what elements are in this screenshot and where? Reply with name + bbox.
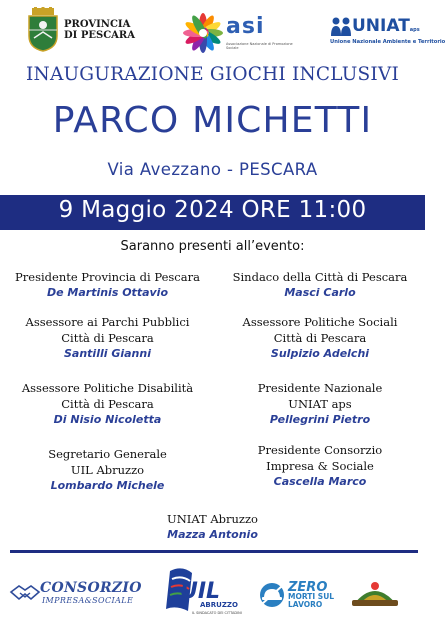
uil-logo <box>162 565 242 621</box>
uil-region: ABRUZZO <box>200 601 238 609</box>
person-entry <box>215 442 425 490</box>
footer-divider <box>10 550 418 553</box>
zero-hard-hat-icon <box>258 582 286 612</box>
place-title: PARCO MICHETTI <box>52 100 373 141</box>
person-role: UNIAT Abruzzo <box>167 512 258 526</box>
consorzio-wordmark: CONSORZIO <box>40 580 142 596</box>
person-name: Sulpizio Adelchi <box>270 347 370 360</box>
person-role: Segretario Generale <box>48 447 167 461</box>
uil-tagline: IL SINDACATO DEI CITTADINI <box>192 611 242 615</box>
person-name: Cascella Marco <box>273 475 367 488</box>
person-role: Presidente Provincia di Pescara <box>15 270 200 284</box>
person-entry <box>0 269 215 301</box>
uniat-subtitle: Unione Nazionale Ambiente e Territorio <box>330 39 445 45</box>
person-name: Mazza Antonio <box>167 528 258 541</box>
person-entry <box>0 380 215 428</box>
event-title: INAUGURAZIONE GIOCHI INCLUSIVI <box>26 64 399 85</box>
asi-logo <box>182 12 293 54</box>
person-role: UNIAT aps <box>288 397 352 411</box>
present-intro: Saranno presenti all’evento: <box>120 239 305 254</box>
person-role: Città di Pescara <box>61 331 154 345</box>
uniat-logo <box>330 16 445 52</box>
person-name: Masci Carlo <box>284 286 356 299</box>
person-role: Impresa & Sociale <box>266 459 374 473</box>
impresa-sociale-icon <box>350 574 400 610</box>
person-name: De Martinis Ottavio <box>46 286 168 299</box>
person-entry <box>0 446 215 494</box>
asi-flower-icon <box>182 12 224 54</box>
uil-wordmark: UIL <box>180 579 221 604</box>
person-name: Santilli Gianni <box>63 347 151 360</box>
address: Via Avezzano - PESCARA <box>107 160 318 179</box>
person-name: Di Nisio Nicoletta <box>53 413 162 426</box>
person-entry <box>215 380 425 428</box>
person-role: Città di Pescara <box>61 397 154 411</box>
person-entry <box>0 511 425 543</box>
provincia-label: PROVINCIA DI PESCARA <box>64 19 135 41</box>
person-role: UIL Abruzzo <box>70 463 145 477</box>
consorzio-handshake-icon <box>10 582 40 606</box>
person-role: Assessore Politiche Sociali <box>242 315 398 329</box>
asi-tagline: Associazione Nazionale di Promozione Sociale <box>226 42 293 50</box>
person-entry <box>215 269 425 301</box>
person-entry <box>215 314 425 362</box>
zero-wordmark: ZERO <box>288 580 328 595</box>
person-role: Sindaco della Città di Pescara <box>232 270 408 284</box>
person-role: Presidente Nazionale <box>257 381 383 395</box>
provincia-crest-icon <box>26 8 60 52</box>
person-role: Presidente Consorzio <box>257 443 383 457</box>
person-name: Pellegrini Pietro <box>269 413 371 426</box>
person-role: Assessore Politiche Disabilità <box>21 381 194 395</box>
asi-wordmark: asi <box>226 14 265 39</box>
consorzio-logo <box>10 578 170 610</box>
person-entry <box>0 314 215 362</box>
person-role: Città di Pescara <box>273 331 367 345</box>
event-date: 9 Maggio 2024 ORE 11:00 <box>58 197 367 223</box>
zero-subtitle: MORTI SUL LAVORO <box>288 592 335 609</box>
person-role: Assessore ai Parchi Pubblici <box>25 315 190 329</box>
zero-morti-logo <box>258 580 338 612</box>
person-name: Lombardo Michele <box>50 479 165 492</box>
consorzio-subtitle: IMPRESA&SOCIALE <box>42 596 134 605</box>
uniat-wordmark: UNIATaps <box>352 16 420 36</box>
